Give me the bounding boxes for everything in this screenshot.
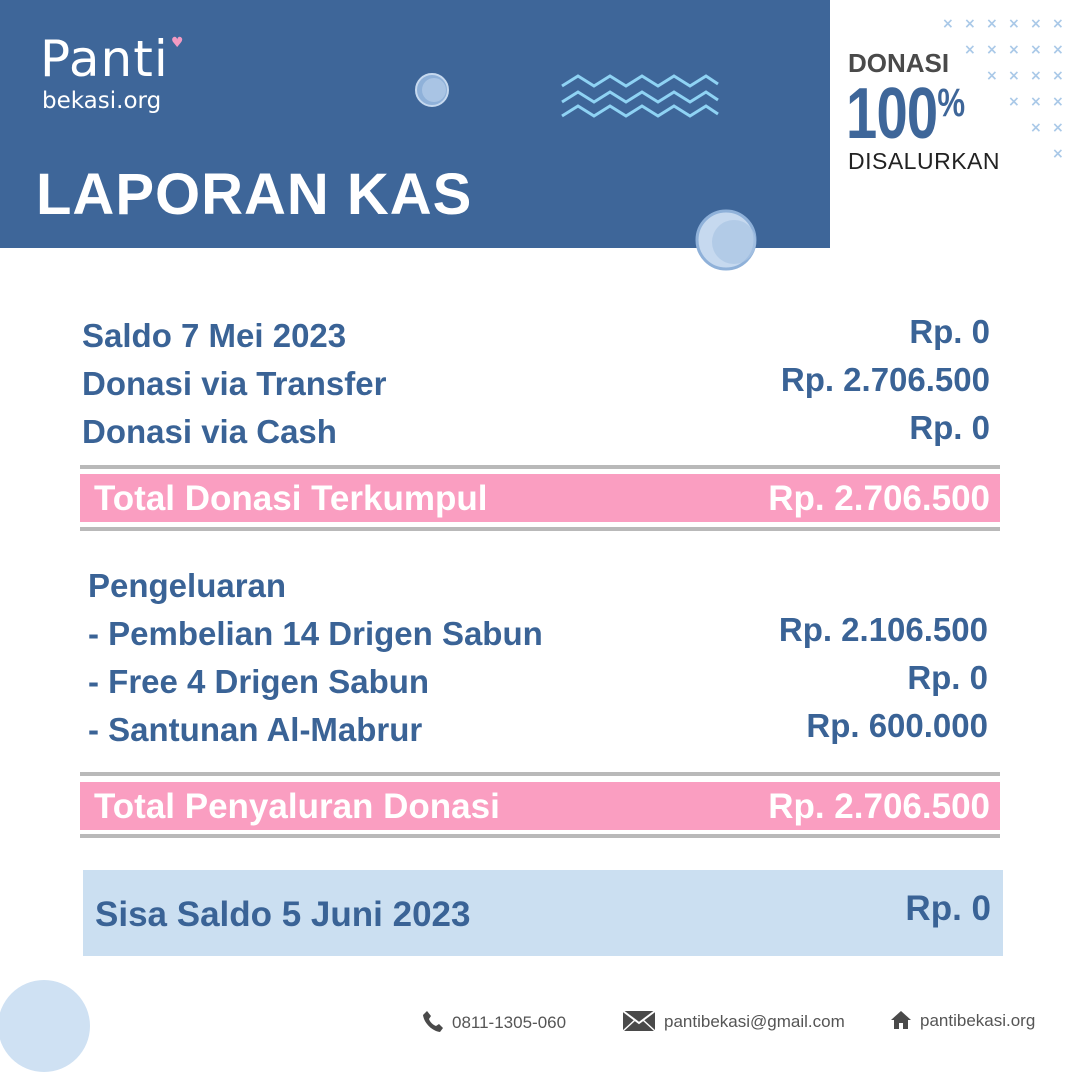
contact-website <box>890 1010 1035 1030</box>
contact-email <box>622 1010 845 1032</box>
svg-text:×: × <box>1030 42 1042 58</box>
expense-row-label: - Pembelian 14 Drigen Sabun <box>88 614 543 652</box>
expense-row-value: Rp. 2.106.500 <box>778 610 988 648</box>
svg-text:×: × <box>1030 68 1042 84</box>
contact-phone <box>422 1010 566 1034</box>
income-row-label: Saldo 7 Mei 2023 <box>82 316 347 354</box>
svg-text:×: × <box>942 16 954 32</box>
svg-text:×: × <box>1052 68 1064 84</box>
total-collected-bar <box>80 474 1000 522</box>
svg-text:×: × <box>1030 94 1042 110</box>
divider <box>80 527 1000 531</box>
total-collected-value: Rp. 2.706.500 <box>768 478 990 518</box>
total-distributed-bar <box>80 782 1000 830</box>
bubble-decoration-icon <box>414 72 450 108</box>
total-distributed-label: Total Penyaluran Donasi <box>94 786 500 826</box>
svg-text:×: × <box>1008 16 1020 32</box>
income-row-value: Rp. 0 <box>909 408 990 446</box>
remaining-balance-value: Rp. 0 <box>905 888 991 928</box>
badge-percentage: 100% <box>846 74 965 154</box>
income-row-value: Rp. 0 <box>909 312 990 350</box>
remaining-balance-box <box>83 870 1003 956</box>
bubble-large-decoration-icon <box>694 208 764 274</box>
income-row-label: Donasi via Cash <box>82 412 337 450</box>
svg-text:×: × <box>964 16 976 32</box>
svg-text:×: × <box>986 42 998 58</box>
total-collected-label: Total Donasi Terkumpul <box>94 478 488 518</box>
svg-text:×: × <box>1052 146 1064 162</box>
badge-top-label: DONASI <box>848 48 950 78</box>
website-text: pantibekasi.org <box>920 1010 1036 1030</box>
divider <box>80 834 1000 838</box>
brand-domain: bekasi.org <box>42 88 162 114</box>
svg-text:×: × <box>1008 42 1020 58</box>
home-icon <box>890 1010 912 1030</box>
svg-text:×: × <box>1030 16 1042 32</box>
expense-row-value: Rp. 0 <box>907 658 988 696</box>
heart-icon: ♥ <box>171 35 184 51</box>
brand-name: Panti <box>40 30 169 88</box>
expense-row <box>88 706 988 752</box>
email-text: pantibekasi@gmail.com <box>664 1011 845 1031</box>
svg-text:×: × <box>1008 68 1020 84</box>
income-row-label: Donasi via Transfer <box>82 364 387 402</box>
expense-row-label: - Santunan Al-Mabrur <box>88 710 423 748</box>
expenses-heading: Pengeluaran <box>88 566 287 604</box>
expenses-heading-row <box>88 562 990 608</box>
corner-bubble-decoration <box>0 980 90 1072</box>
income-row <box>82 312 990 358</box>
svg-text:×: × <box>1008 94 1020 110</box>
total-distributed-value: Rp. 2.706.500 <box>768 786 990 826</box>
income-row <box>82 360 990 406</box>
svg-text:×: × <box>1030 120 1042 136</box>
svg-text:×: × <box>1052 120 1064 136</box>
badge-bottom-label: DISALURKAN <box>848 148 1000 174</box>
svg-text:×: × <box>1052 94 1064 110</box>
expense-row <box>88 658 988 704</box>
svg-text:×: × <box>986 16 998 32</box>
income-row <box>82 408 990 454</box>
remaining-balance-label: Sisa Saldo 5 Juni 2023 <box>95 894 471 934</box>
mail-icon <box>622 1010 656 1032</box>
divider <box>80 465 1000 469</box>
expense-row-value: Rp. 600.000 <box>806 706 988 744</box>
expense-row <box>88 610 988 656</box>
svg-text:×: × <box>964 42 976 58</box>
zigzag-decoration-icon <box>560 74 720 118</box>
svg-text:×: × <box>1052 16 1064 32</box>
svg-text:×: × <box>986 68 998 84</box>
phone-icon <box>422 1010 444 1034</box>
income-row-value: Rp. 2.706.500 <box>780 360 990 398</box>
expense-row-label: - Free 4 Drigen Sabun <box>88 662 430 700</box>
phone-text: 0811-1305-060 <box>452 1012 567 1032</box>
divider <box>80 772 1000 776</box>
page-title: LAPORAN KAS <box>36 162 473 227</box>
svg-text:×: × <box>1052 42 1064 58</box>
